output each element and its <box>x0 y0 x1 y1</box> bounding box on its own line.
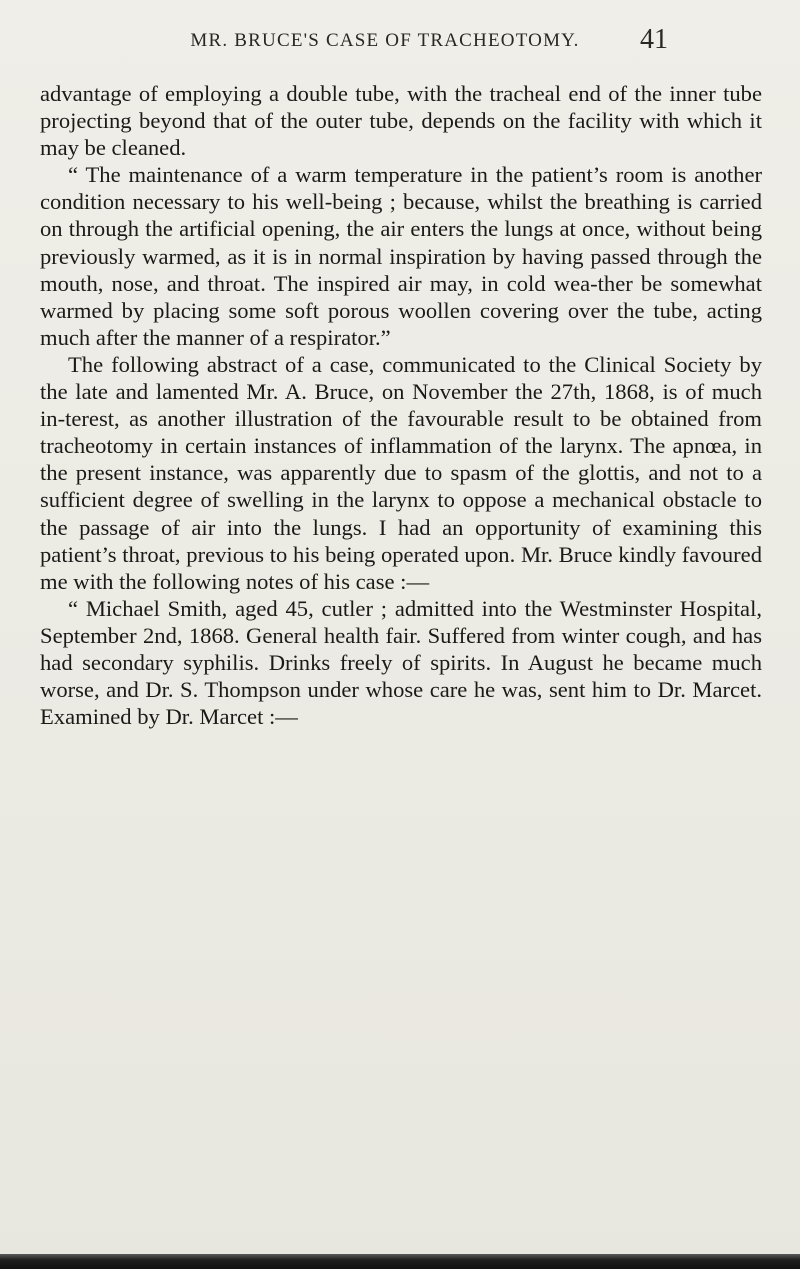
paragraph-continuation: advantage of employing a double tube, with the tracheal end of the inner tube projecting beyond that of the outer tube, depends on the facility with which it may be cleaned. <box>40 81 762 161</box>
running-title: MR. BRUCE'S CASE OF TRACHEOTOMY. <box>190 30 580 51</box>
page-number: 41 <box>640 24 668 55</box>
paragraph-case-abstract: The following abstract of a case, communicated to the Clinical Society by the late and lamented Mr. A. Bruce, on November the 27th, 1868, is of much in-terest, as another illustration of the favourable result to be obtained from tracheotomy in certain instances of inflammation of the larynx. The apnœa, in the present instance, was apparently due to spasm of the glottis, and not to a sufficient degree of swelling in the larynx to oppose a mechanical obstacle to the passage of air into the lungs. I had an opportunity of examining this patient’s throat, previous to his being operated upon. Mr. Bruce kindly favoured me with the following notes of his case :— <box>40 351 762 594</box>
scan-bottom-edge <box>0 1254 800 1269</box>
paragraph-quote-temperature: “ The maintenance of a warm temperature in the patient’s room is another condition necessary to his well-being ; because, whilst the breathing is carried on through the artificial opening, the air enters the lungs at once, without being previously warmed, as it is in normal inspiration by having passed through the mouth, nose, and throat. The inspired air may, in cold wea-ther be somewhat warmed by placing some soft porous woollen covering over the tube, acting much after the manner of a respirator.” <box>40 162 762 350</box>
page-body <box>40 80 762 730</box>
paragraph-case-notes: “ Michael Smith, aged 45, cutler ; admitted into the Westminster Hospital, September 2nd, 1868. General health fair. Suffered from winter cough, and has had secondary syphilis. Drinks freely of spirits. In August he became much worse, and Dr. S. Thompson under whose care he was, sent him to Dr. Marcet. Examined by Dr. Marcet :— <box>40 595 762 730</box>
